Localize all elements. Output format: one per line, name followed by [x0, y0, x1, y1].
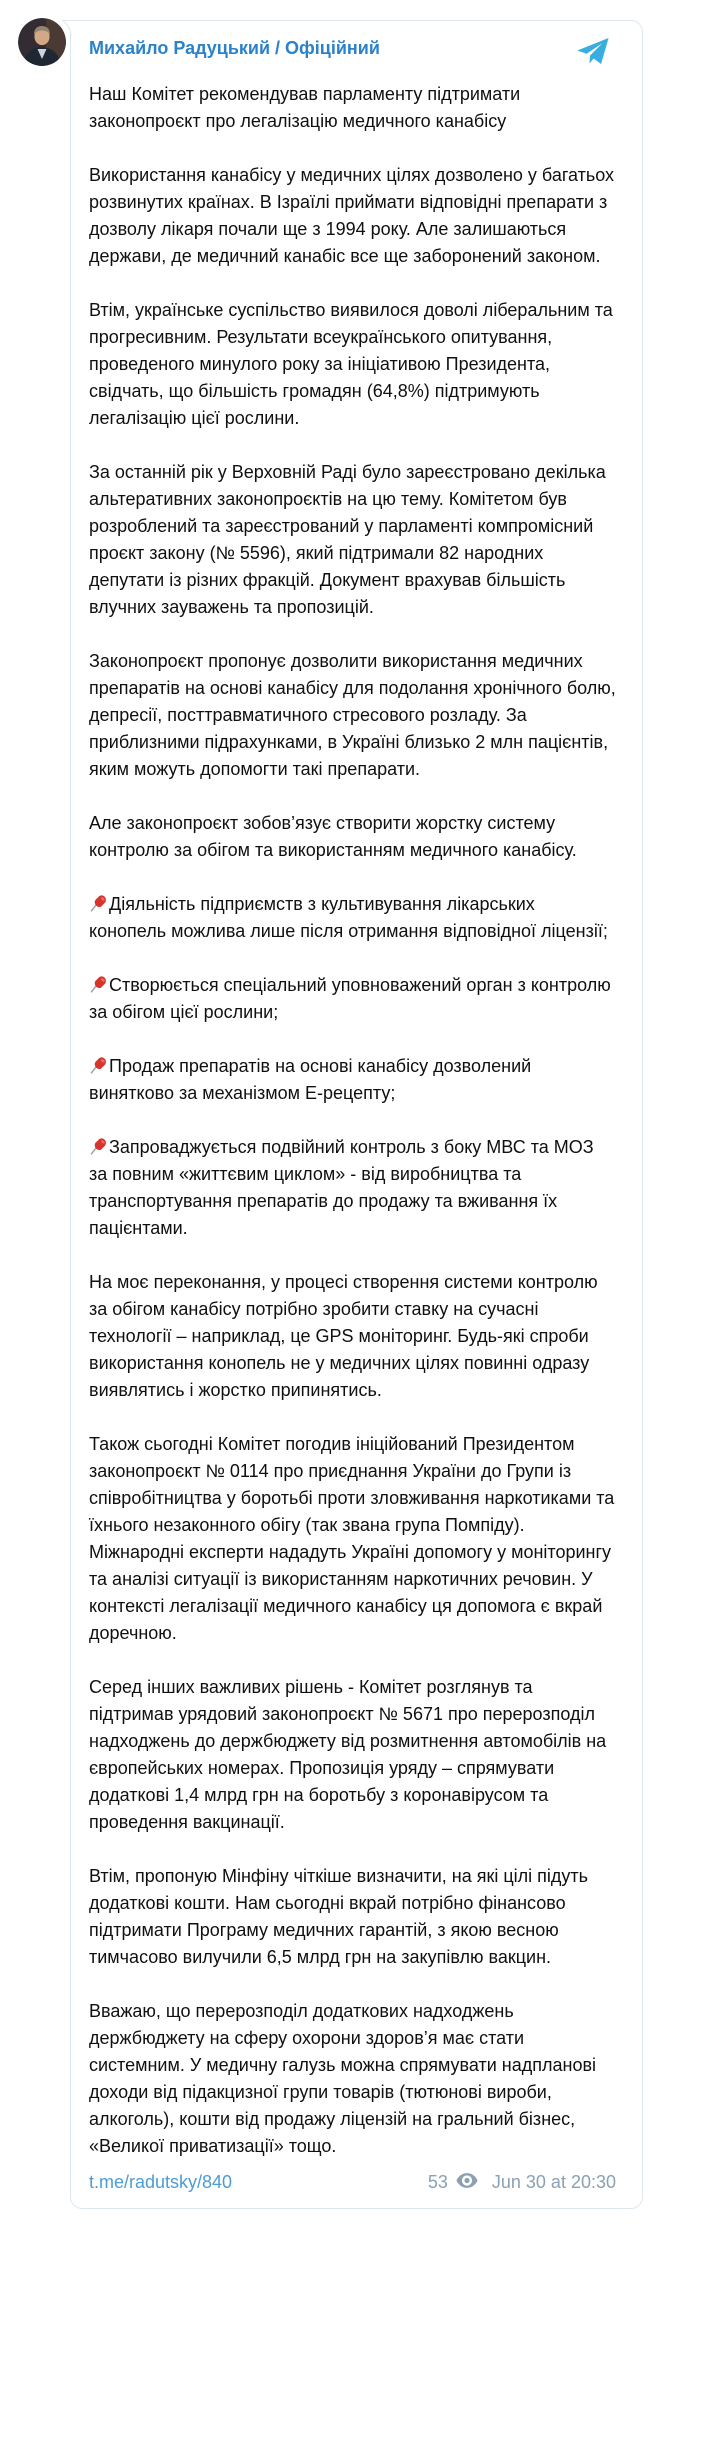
pushpin-icon: [89, 1056, 108, 1075]
message-paragraph: Також сьогодні Комітет погодив ініційований Президентом законопроєкт № 0114 про приєднання України до Групи із співробітництва у боротьбі проти зловживання наркотиками та їхнього незаконного обігу (так звана група Помпіду). Міжнародні експерти нададуть Україні допомогу у моніторингу та аналізі ситуації із використанням наркотичних речовин. У контексті легалізації медичного канабісу ця допомога є вкрай доречною.: [89, 1434, 615, 1643]
message-paragraph: Втім, пропоную Мінфіну чіткіше визначити, на які цілі підуть додаткові кошти. Нам сьогодні вкрай потрібно фінансово підтримати Програму медичних гарантій, з якою весною тимчасово вилучили 6,5 млрд грн на закупівлю вакцин.: [89, 1866, 589, 1967]
message-paragraph: Запроваджується подвійний контроль з боку МВС та МОЗ за повним «життєвим циклом» - від виробництва та транспортування препаратів до продажу та вживання їх пацієнтами.: [89, 1137, 594, 1238]
message-paragraph: Наш Комітет рекомендував парламенту підтримати законопроєкт про легалізацію медичного канабісу: [89, 84, 521, 131]
message-paragraph: Серед інших важливих рішень - Комітет розглянув та підтримав урядовий законопроєкт № 5671 про перерозподіл надходжень до держбюджету від розмитнення автомобілів на європейських номерах. Пропозиція уряду – спрямувати додаткові 1,4 млрд грн на боротьбу з коронавірусом та проведення вакцинації.: [89, 1677, 607, 1832]
message-text: [89, 81, 616, 2160]
message-paragraph: Продаж препаратів на основі канабісу дозволений винятково за механізмом Е-рецепту;: [89, 1056, 532, 1103]
pushpin-icon: [89, 1137, 108, 1156]
channel-avatar[interactable]: [18, 18, 66, 66]
message-paragraph: Втім, українське суспільство виявилося доволі ліберальним та прогресивним. Результати всеукраїнського опитування, проведеного минулого року за ініціативою Президента, свідчать, що більшість громадян (64,8%) підтримують легалізацію цієї рослини.: [89, 300, 613, 428]
channel-name[interactable]: Михайло Радуцький / Офіційний: [89, 38, 380, 58]
message-paragraph: Вважаю, що перерозподіл додаткових надходжень держбюджету на сферу охорони здоров’я має стати системним. У медичну галузь можна спрямувати надпланові доходи від підакцизної групи товарів (тютюнові вироби, алкоголь), кошти від продажу ліцензій на гральний бізнес, «Великої приватизації» тощо.: [89, 2001, 597, 2156]
message-bubble: [70, 20, 643, 2209]
message-paragraph: Створюється спеціальний уповноважений орган з контролю за обігом цієї рослини;: [89, 975, 611, 1022]
message-paragraph: Діяльність підприємств з культивування лікарських конопель можлива лише після отримання відповідної ліцензії;: [89, 894, 608, 941]
post-meta: [428, 2169, 616, 2195]
message-paragraph: На моє переконання, у процесі створення системи контролю за обігом канабісу потрібно зробити ставку на сучасні технології – наприклад, це GPS моніторинг. Будь-які спроби використання конопель не у медичних цілях повинні одразу виявлятись і жорстко припинятись.: [89, 1272, 598, 1400]
post-timestamp: Jun 30 at 20:30: [491, 2172, 616, 2192]
bubble-header: [89, 35, 616, 72]
views-count: 53: [427, 2172, 448, 2192]
bubble-footer: [89, 2169, 616, 2195]
message-paragraph: Використання канабісу у медичних цілях дозволено у багатьох розвинутих країнах. В Ізраїлі приймати відповідні препарати з дозволу лікаря почали ще з 1994 року. Але залишаються держави, де медичний канабіс все ще заборонений законом.: [89, 165, 615, 266]
telegram-plane-icon[interactable]: [576, 37, 610, 72]
pushpin-icon: [89, 894, 108, 913]
message-paragraph: Але законопроєкт зобов’язує створити жорстку систему контролю за обігом та використанням медичного канабісу.: [89, 813, 577, 860]
message-paragraph: Законопроєкт пропонує дозволити використання медичних препаратів на основі канабісу для подолання хронічного болю, депресії, посттравматичного стресового розладу. За приблизними підрахунками, в Україні близько 2 млн пацієнтів, яким можуть допомогти такі препарати.: [89, 651, 616, 779]
eye-icon: [456, 2169, 478, 2195]
bubble-tail: [62, 20, 72, 37]
avatar-image: [18, 18, 66, 66]
post-link[interactable]: t.me/radutsky/840: [89, 2172, 233, 2192]
message-paragraph: За останній рік у Верховній Раді було зареєстровано декілька альтеративних законопроєктів на цю тему. Комітетом був розроблений та зареєстрований у парламенті компромісний проєкт закону (№ 5596), який підтримали 82 народних депутати із різних фракцій. Документ врахував більшість влучних зауважень та пропозицій.: [89, 462, 606, 617]
pushpin-icon: [89, 975, 108, 994]
